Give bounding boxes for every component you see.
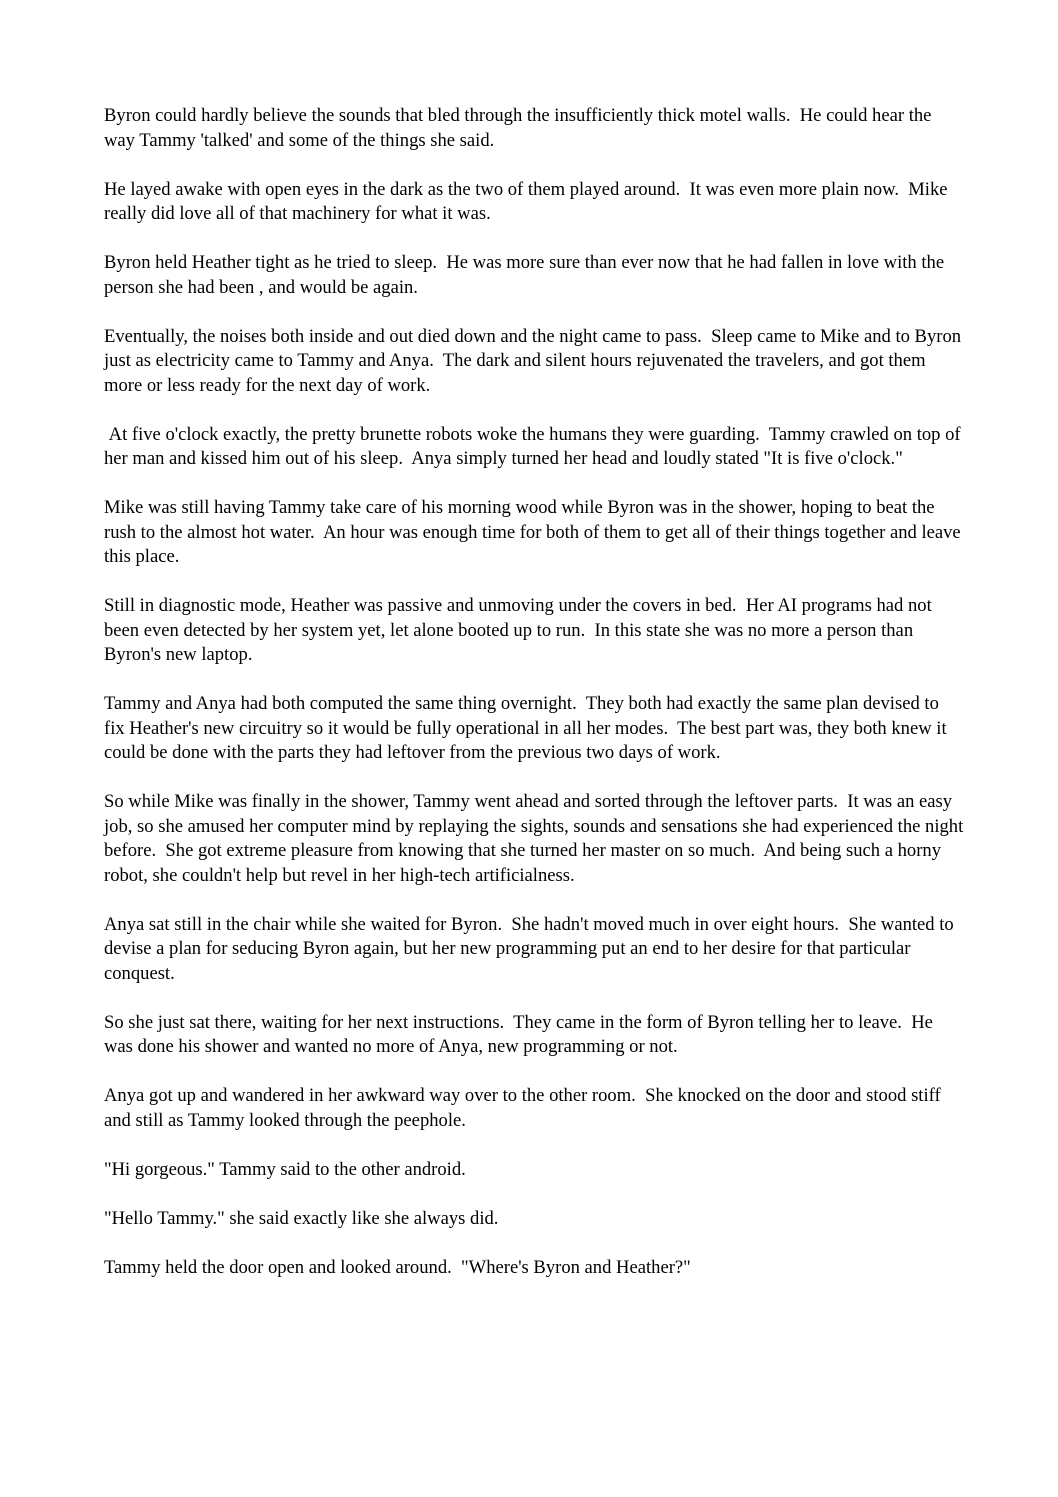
paragraph: Tammy held the door open and looked around. "Where's Byron and Heather?" (104, 1256, 691, 1278)
paragraph: Anya got up and wandered in her awkward way over to the other room. She knocked on the door and stood stiff and still as Tammy looked through the peephole. (104, 1085, 946, 1131)
paragraph: At five o'clock exactly, the pretty brunette robots woke the humans they were guarding. Tammy crawled on top of her man and kissed him out of his sleep. Anya simply turned her head and loudly stated "It is five o'clock." (104, 423, 966, 469)
paragraph: Eventually, the noises both inside and out died down and the night came to pass. Sleep came to Mike and to Byron just as electricity came to Tammy and Anya. The dark and silent hours rejuvenated the travelers, and got them more or less ready for the next day of work. (104, 325, 966, 396)
paragraph: Byron could hardly believe the sounds that bled through the insufficiently thick motel walls. He could hear the way Tammy 'talked' and some of the things she said. (104, 105, 937, 151)
paragraph: Byron held Heather tight as he tried to sleep. He was more sure than ever now that he had fallen in love with the person she had been , and would be again. (104, 252, 949, 298)
paragraph: Mike was still having Tammy take care of his morning wood while Byron was in the shower, hoping to beat the rush to the almost hot water. An hour was enough time for both of them to get all of their things together and leave this place. (104, 497, 966, 567)
paragraph: "Hello Tammy." she said exactly like she always did. (104, 1207, 499, 1229)
paragraph: So she just sat there, waiting for her next instructions. They came in the form of Byron telling her to leave. He was done his shower and wanted no more of Anya, new programming or not. (104, 1011, 938, 1057)
paragraph: He layed awake with open eyes in the dark as the two of them played around. It was even more plain now. Mike really did love all of that machinery for what it was. (104, 178, 953, 224)
paragraph: Anya sat still in the chair while she waited for Byron. She hadn't moved much in over eight hours. She wanted to devise a plan for seducing Byron again, but her new programming put an end to her desire for that particular conquest. (104, 913, 959, 984)
paragraph: Tammy and Anya had both computed the same thing overnight. They both had exactly the same plan devised to fix Heather's new circuitry so it would be fully operational in all her modes. The best part was, they both knew it could be done with the parts they had leftover from the previous two days of work. (104, 693, 952, 763)
paragraph: Still in diagnostic mode, Heather was passive and unmoving under the covers in bed. Her AI programs had not been even detected by her system yet, let alone booted up to run. In this state she was no more a person than Byron's new laptop. (104, 595, 937, 665)
body-text (104, 104, 968, 1305)
paragraph: "Hi gorgeous." Tammy said to the other android. (104, 1158, 466, 1180)
paragraph: So while Mike was finally in the shower, Tammy went ahead and sorted through the leftover parts. It was an easy job, so she amused her computer mind by replaying the sights, sounds and sensations she had experienced the night before. She got extreme pleasure from knowing that she turned her master on so much. And being such a horny robot, she couldn't help but revel in her high-tech artificialness. (104, 791, 968, 886)
